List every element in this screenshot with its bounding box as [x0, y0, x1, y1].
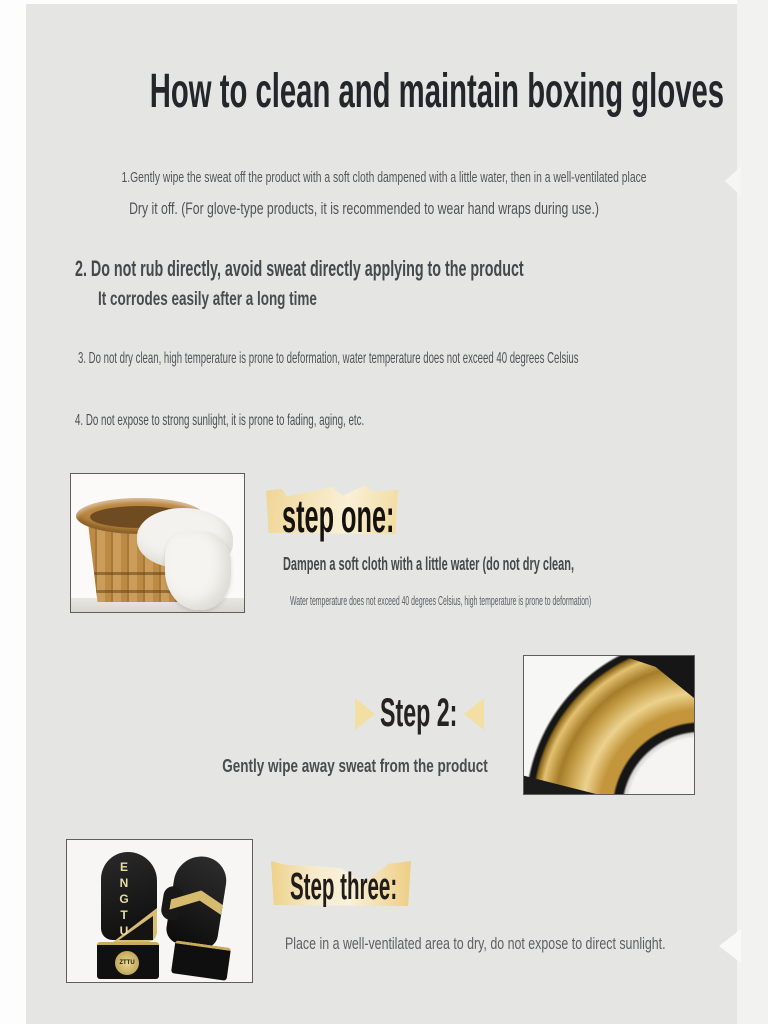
step1-caption-line-2: Water temperature does not exceed 40 degrees Celsius, high temperature is prone to deformation) [290, 593, 592, 608]
page-title: How to clean and maintain boxing gloves [149, 65, 725, 118]
care-note-4: 4. Do not expose to strong sunlight, it is prone to fading, aging, etc. [75, 412, 365, 429]
step1-bucket-towel-photo [70, 473, 245, 613]
left-boxing-glove [101, 852, 157, 940]
right-edge-notch-top [722, 166, 741, 196]
brand-badge: ZTTU [115, 951, 139, 975]
care-note-2-line-1: 2. Do not rub directly, avoid sweat directly applying to the product [75, 256, 524, 281]
step3-caption: Place in a well-ventilated area to dry, do not expose to direct sunlight. [285, 934, 666, 953]
step2-right-accent [461, 698, 484, 730]
care-note-1-line-2: Dry it off. (For glove-type products, it is recommended to wear hand wraps during use.) [129, 199, 599, 218]
right-edge-notch-bottom [716, 929, 741, 963]
glove-side-brand-text: ENGTU [117, 860, 131, 940]
step3-label: Step three: [290, 866, 398, 908]
care-note-3: 3. Do not dry clean, high temperature is prone to deformation, water temperature does not exceed 40 degrees Celsius [78, 350, 579, 367]
right-margin-strip [737, 0, 768, 1024]
right-glove-cuff [171, 940, 231, 980]
care-note-1-line-1: 1.Gently wipe the sweat off the product with a soft cloth dampened with a little water, then in a well-ventilated place [121, 169, 647, 186]
step2-caption: Gently wipe away sweat from the product [222, 756, 488, 776]
white-towel-fold [165, 532, 231, 610]
step3-gloves-pair-photo [66, 839, 253, 983]
step1-caption-line-1: Dampen a soft cloth with a little water (do not dry clean, [283, 554, 575, 574]
step1-label: step one: [282, 490, 395, 542]
right-boxing-glove [164, 852, 229, 949]
left-glove-cuff [97, 942, 159, 979]
step2-left-accent [355, 698, 378, 730]
step2-label: Step 2: [380, 691, 458, 735]
care-note-2-line-2: It corrodes easily after a long time [98, 289, 317, 310]
